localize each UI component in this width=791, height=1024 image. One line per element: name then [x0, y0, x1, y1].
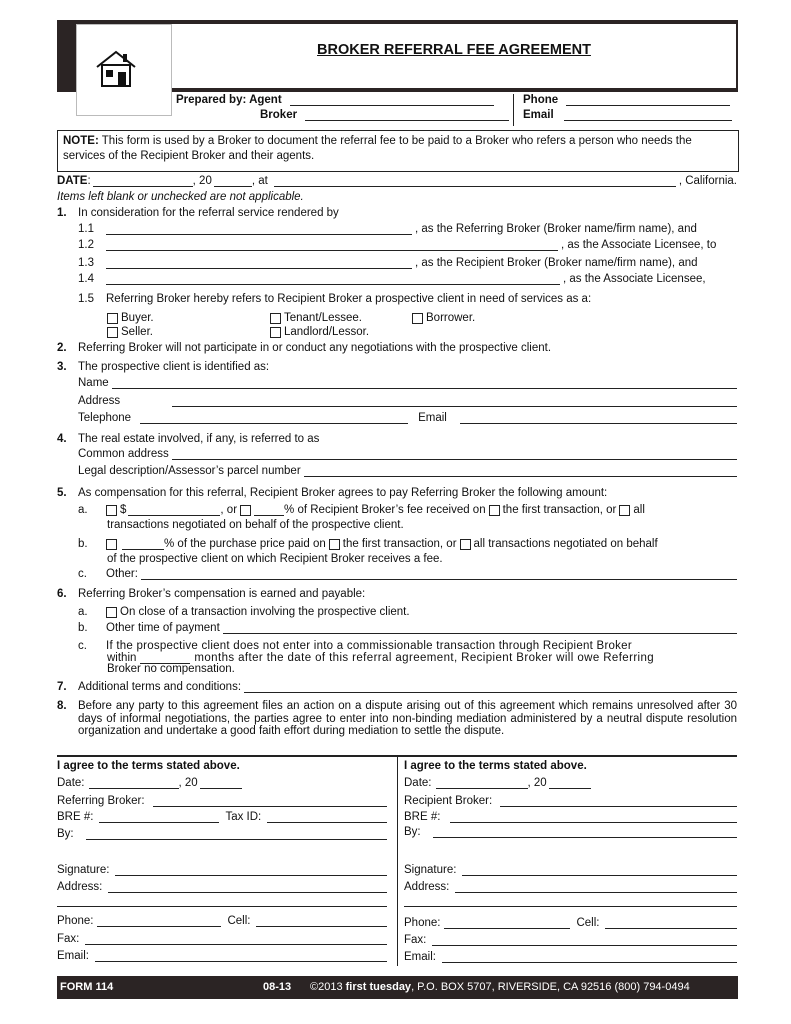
tenant-label: Tenant/Lessee.	[284, 312, 363, 324]
opt-buyer[interactable]	[107, 312, 154, 324]
s1-3-text: , as the Recipient Broker (Broker name/firm name), and	[415, 257, 698, 269]
s5-b-row	[78, 538, 737, 550]
s6-b-field[interactable]	[223, 622, 737, 634]
left-phone-field[interactable]	[97, 915, 221, 927]
date-line	[57, 175, 737, 187]
s5-b-pct-text: % of the purchase price paid on	[164, 538, 326, 550]
email-field[interactable]	[564, 109, 732, 121]
common-address-row	[78, 448, 737, 460]
left-bre-label: BRE #:	[57, 811, 94, 823]
s5-b-first-checkbox[interactable]	[329, 539, 340, 550]
buyer-checkbox[interactable]	[107, 313, 118, 324]
right-email-row	[404, 951, 737, 963]
legal-description-label: Legal description/Assessor’s parcel number	[78, 465, 301, 477]
s4-text: The real estate involved, if any, is referred to as	[78, 433, 320, 445]
email-label: Email	[523, 109, 554, 121]
left-bre-field[interactable]	[99, 811, 219, 823]
right-broker-row	[404, 795, 737, 807]
s2-num: 2.	[57, 342, 67, 354]
date-year-field[interactable]	[214, 175, 252, 187]
footer-form-number: FORM 114	[60, 981, 114, 993]
left-agree: I agree to the terms stated above.	[57, 760, 240, 772]
s6-c-text3: Broker no compensation.	[107, 663, 235, 675]
right-email-label: Email:	[404, 951, 436, 963]
s7-text: Additional terms and conditions:	[78, 681, 242, 693]
right-email-field[interactable]	[442, 951, 737, 963]
s5-c-row	[78, 568, 737, 580]
seller-checkbox[interactable]	[107, 327, 118, 338]
right-cell-field[interactable]	[605, 917, 737, 929]
right-date-row	[404, 777, 591, 789]
s5-b-all-text: all transactions negotiated on behalf	[473, 538, 658, 550]
left-signature-label: Signature:	[57, 864, 110, 876]
s8-text: Before any party to this agreement files an action on a dispute arising out of this agreement which remains unresolved after 30 days of informal negotiations, the parties agree to enter into non-binding mediation administered by a neutral dispute resolution organization and undertake a good faith effort during mediation to settle the dispute.	[78, 700, 737, 737]
s5-b-pct-field[interactable]	[122, 538, 164, 550]
left-email-field[interactable]	[95, 950, 387, 962]
common-address-field[interactable]	[172, 448, 737, 460]
s5-a-row	[78, 504, 737, 516]
client-address-label: Address	[78, 395, 121, 407]
phone-field[interactable]	[566, 94, 730, 106]
s1-5-num: 1.5	[78, 293, 94, 305]
broker-field[interactable]	[305, 109, 509, 121]
s5-c-other-label: Other:	[106, 568, 138, 580]
right-agree: I agree to the terms stated above.	[404, 760, 587, 772]
left-date-field[interactable]	[89, 777, 179, 789]
s6-heading	[57, 588, 365, 600]
s1-4-text: , as the Associate Licensee,	[563, 273, 706, 285]
s5-a-all-checkbox[interactable]	[619, 505, 630, 516]
date-city-field[interactable]	[274, 175, 676, 187]
legal-description-row	[78, 465, 737, 477]
right-fax-label: Fax:	[404, 934, 427, 946]
left-signature-row	[57, 864, 387, 876]
s1-1-num: 1.1	[78, 223, 94, 235]
house-icon	[95, 49, 137, 89]
left-fax-label: Fax:	[57, 933, 80, 945]
right-phone-row	[404, 917, 737, 929]
s5-c-label: c.	[78, 568, 87, 580]
client-telephone-label: Telephone	[78, 412, 132, 424]
left-broker-row	[57, 795, 387, 807]
s5-a-pct-text: % of Recipient Broker’s fee received on	[284, 504, 486, 516]
left-email-label: Email:	[57, 950, 89, 962]
tenant-checkbox[interactable]	[270, 313, 281, 324]
left-bre-row	[57, 811, 387, 823]
right-broker-field[interactable]	[500, 795, 737, 807]
note-label: NOTE:	[63, 135, 99, 147]
client-name-row	[78, 377, 737, 389]
s5-a-dollar-checkbox[interactable]	[106, 505, 117, 516]
s6-b-text: Other time of payment	[106, 622, 220, 634]
left-cell-label: Cell:	[227, 915, 251, 927]
left-address-label: Address:	[57, 881, 103, 893]
client-name-label: Name	[78, 377, 109, 389]
opt-borrower[interactable]	[412, 312, 475, 324]
s5-b-label: b.	[78, 538, 88, 550]
recipient-broker-field[interactable]	[106, 257, 412, 269]
s6-c-within: within	[107, 652, 137, 664]
s1-3-row	[78, 257, 737, 269]
left-signature-field[interactable]	[115, 864, 387, 876]
s6-c-row1	[78, 640, 737, 652]
s5-a-first-checkbox[interactable]	[489, 505, 500, 516]
right-address-line2[interactable]	[404, 906, 737, 907]
s6-b-label: b.	[78, 622, 88, 634]
client-phone-row	[78, 412, 737, 424]
date-label: DATE	[57, 175, 88, 187]
s6-text: Referring Broker’s compensation is earned and payable:	[78, 588, 366, 600]
s1-2-row	[78, 239, 737, 251]
left-phone-label: Phone:	[57, 915, 94, 927]
s5-c-other-field[interactable]	[141, 568, 737, 580]
s6-c-text1: If the prospective client does not enter into a commissionable transaction through Recipient Broker	[106, 640, 632, 652]
right-year-field[interactable]	[549, 777, 591, 789]
footer-copyright: ©2013	[310, 981, 343, 993]
s5-a-dollar: $	[120, 504, 127, 516]
footer-brand: first tuesday	[345, 981, 412, 993]
date-field[interactable]	[93, 175, 193, 187]
right-date-label: Date:	[404, 777, 432, 789]
left-broker-label: Referring Broker:	[57, 795, 145, 807]
s3-heading	[57, 361, 269, 373]
right-address-field[interactable]	[455, 881, 737, 893]
right-fax-row	[404, 934, 737, 946]
s5-a-label: a.	[78, 504, 88, 516]
client-telephone-field[interactable]	[140, 412, 408, 424]
s7-row	[57, 681, 737, 693]
s1-3-num: 1.3	[78, 257, 94, 269]
s6-c-label: c.	[78, 640, 87, 652]
broker-row	[260, 109, 509, 121]
email-row	[523, 109, 732, 121]
right-phone-label: Phone:	[404, 917, 441, 929]
phone-row	[523, 94, 730, 106]
s1-2-text: , as the Associate Licensee, to	[561, 239, 717, 251]
client-address-row	[78, 395, 737, 407]
borrower-checkbox[interactable]	[412, 313, 423, 324]
note-text: This form is used by a Broker to document the referral fee to be paid to a Broker who refers a person who needs the services of the Recipient Broker and their agents.	[63, 135, 692, 162]
date-at: , at	[251, 175, 268, 187]
left-address-row	[57, 881, 387, 893]
s8-num: 8.	[57, 700, 67, 712]
s5-b-all-checkbox[interactable]	[460, 539, 471, 550]
s6-a-row	[78, 606, 410, 618]
left-date-row	[57, 777, 242, 789]
form-title: BROKER REFERRAL FEE AGREEMENT	[317, 42, 591, 58]
client-email-field[interactable]	[460, 412, 737, 424]
s6-a-text: On close of a transaction involving the prospective client.	[120, 606, 410, 618]
left-year-field[interactable]	[200, 777, 242, 789]
right-by-row	[404, 826, 737, 838]
left-address-field[interactable]	[108, 881, 387, 893]
date-colon: :	[87, 175, 91, 187]
s1-text: In consideration for the referral service rendered by	[78, 207, 339, 219]
legal-description-field[interactable]	[304, 465, 737, 477]
s6-a-label: a.	[78, 606, 88, 618]
s3-num: 3.	[57, 361, 67, 373]
s6-c-text2: months after the date of this referral agreement, Recipient Broker will owe Referring	[194, 652, 655, 664]
prepared-by-label: Prepared by: Agent	[176, 94, 282, 106]
s5-b-pct-checkbox[interactable]	[106, 539, 117, 550]
right-fax-field[interactable]	[432, 934, 737, 946]
left-fax-row	[57, 933, 387, 945]
s1-num: 1.	[57, 207, 67, 219]
date-twenty: , 20	[192, 175, 212, 187]
s5-b-cont: of the prospective client on which Recipient Broker receives a fee.	[107, 553, 443, 565]
s5-a-cont: transactions negotiated on behalf of the prospective client.	[107, 519, 404, 531]
left-by-field[interactable]	[86, 828, 387, 840]
prepared-by-row	[176, 94, 494, 106]
blank-note: Items left blank or unchecked are not applicable.	[57, 191, 304, 203]
seller-label: Seller.	[121, 326, 153, 338]
left-taxid-field[interactable]	[267, 811, 387, 823]
s5-a-pct-checkbox[interactable]	[240, 505, 251, 516]
s5-a-amount-field[interactable]	[128, 504, 220, 516]
s4-num: 4.	[57, 433, 67, 445]
footer-revision: 08-13	[263, 981, 292, 993]
left-twenty: , 20	[178, 777, 198, 789]
landlord-checkbox[interactable]	[270, 327, 281, 338]
date-california: , California.	[678, 175, 737, 187]
left-address-line2[interactable]	[57, 906, 387, 907]
right-signature-label: Signature:	[404, 864, 457, 876]
s5-a-pct-field[interactable]	[254, 504, 284, 516]
s1-4-num: 1.4	[78, 273, 94, 285]
left-phone-row	[57, 915, 387, 927]
s8-row	[57, 700, 737, 738]
s6-b-row	[78, 622, 737, 634]
s7-field[interactable]	[244, 681, 737, 693]
footer-copyright-block	[310, 981, 690, 993]
s5-a-all-text: all	[633, 504, 645, 516]
right-address-row	[404, 881, 737, 893]
footer-address: , P.O. BOX 5707, RIVERSIDE, CA 92516 (800) 794-0494	[411, 981, 690, 993]
broker-label: Broker	[260, 109, 298, 121]
right-broker-label: Recipient Broker:	[404, 795, 493, 807]
recipient-associate-field[interactable]	[106, 273, 560, 285]
opt-seller[interactable]	[107, 326, 153, 338]
s4-heading	[57, 433, 319, 445]
s6-a-checkbox[interactable]	[106, 607, 117, 618]
opt-tenant[interactable]	[270, 312, 362, 324]
header-divider	[513, 94, 514, 126]
referring-broker-field[interactable]	[106, 223, 412, 235]
s1-5-row	[78, 293, 591, 305]
left-fax-field[interactable]	[85, 933, 387, 945]
right-by-field[interactable]	[433, 826, 737, 838]
s1-4-row	[78, 273, 737, 285]
opt-landlord[interactable]	[270, 326, 369, 338]
right-twenty: , 20	[527, 777, 547, 789]
s5-num: 5.	[57, 487, 67, 499]
right-bre-label: BRE #:	[404, 811, 441, 823]
s3-text: The prospective client is identified as:	[78, 361, 270, 373]
right-date-field[interactable]	[436, 777, 528, 789]
s5-b-first-text: the first transaction, or	[342, 538, 457, 550]
left-broker-field[interactable]	[153, 795, 387, 807]
common-address-label: Common address	[78, 448, 169, 460]
s2-row	[57, 342, 551, 354]
signature-divider	[397, 756, 398, 966]
left-by-label: By:	[57, 828, 74, 840]
s5-a-first-text: the first transaction, or	[502, 504, 617, 516]
client-address-field[interactable]	[172, 395, 737, 407]
buyer-label: Buyer.	[121, 312, 154, 324]
s6-num: 6.	[57, 588, 67, 600]
right-phone-field[interactable]	[444, 917, 570, 929]
client-email-label: Email	[418, 412, 447, 424]
note-box	[57, 130, 739, 172]
landlord-label: Landlord/Lessor.	[284, 326, 370, 338]
s5-heading	[57, 487, 607, 499]
left-email-row	[57, 950, 387, 962]
s1-2-num: 1.2	[78, 239, 94, 251]
s1-heading	[57, 207, 339, 219]
s1-1-text: , as the Referring Broker (Broker name/firm name), and	[415, 223, 697, 235]
phone-label: Phone	[523, 94, 559, 106]
s1-1-row	[78, 223, 737, 235]
agent-field[interactable]	[290, 94, 494, 106]
left-taxid-label: Tax ID:	[225, 811, 262, 823]
right-signature-field[interactable]	[462, 864, 737, 876]
right-bre-row	[404, 811, 737, 823]
right-by-label: By:	[404, 826, 421, 838]
right-bre-field[interactable]	[450, 811, 737, 823]
left-date-label: Date:	[57, 777, 85, 789]
referring-associate-field[interactable]	[106, 239, 558, 251]
client-name-field[interactable]	[112, 377, 737, 389]
right-signature-row	[404, 864, 737, 876]
s5-a-or: , or	[220, 504, 238, 516]
s1-5-text: Referring Broker hereby refers to Recipient Broker a prospective client in need of services as a:	[106, 293, 592, 305]
right-cell-label: Cell:	[576, 917, 600, 929]
s2-text: Referring Broker will not participate in or conduct any negotiations with the prospective client.	[78, 342, 552, 354]
s7-num: 7.	[57, 681, 67, 693]
left-cell-field[interactable]	[256, 915, 387, 927]
right-address-label: Address:	[404, 881, 450, 893]
left-by-row	[57, 828, 387, 840]
s5-text: As compensation for this referral, Recipient Broker agrees to pay Referring Broker the following amount:	[78, 487, 608, 499]
borrower-label: Borrower.	[426, 312, 476, 324]
